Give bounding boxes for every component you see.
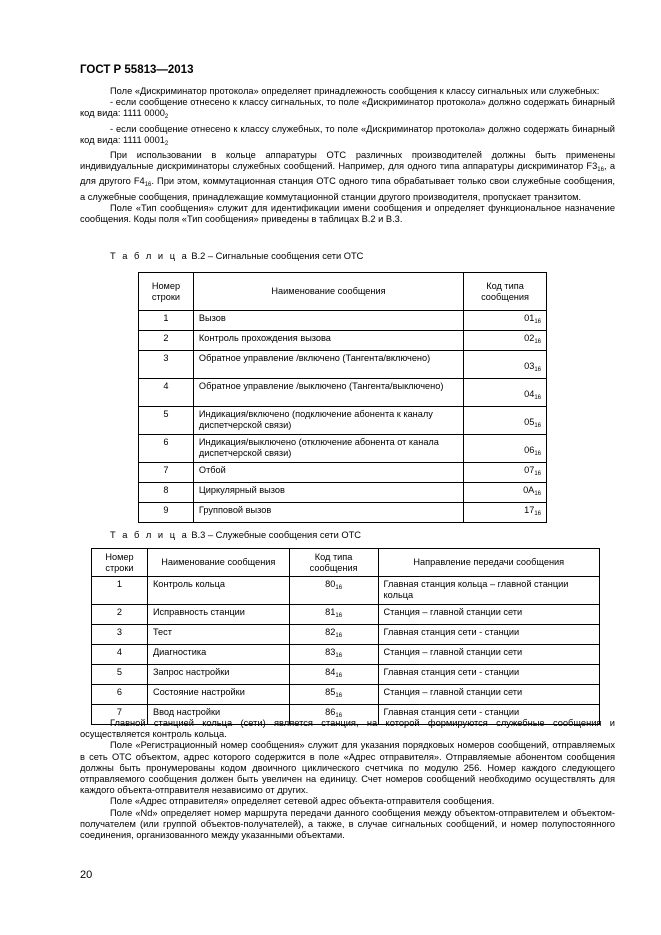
message-name-cell: Состояние настройки [147, 685, 289, 705]
table-header: Код типа сообщения [464, 273, 547, 311]
paragraph: Главной станцией кольца (сети) является станция, на которой формируются служебные сообщения и осуществляется контроль кольца. [80, 718, 615, 740]
table-row [92, 625, 600, 645]
code-cell: $06_{16}$ [464, 435, 547, 463]
paragraph: Поле «Тип сообщения» служит для идентификации имени сообщения и определяет функциональное назначение сообщения. Коды поля «Тип сообщения» приведены в таблицах В.2 и В.3. [80, 202, 615, 225]
row-number-cell: 4 [92, 645, 148, 665]
table2-caption: Т а б л и ц а В.2 – Сигнальные сообщения сети ОТС [110, 251, 364, 261]
code-cell: $80_{16}$ [289, 577, 378, 605]
direction-cell: Главная станция сети - станции [378, 625, 599, 645]
code-cell: $86_{16}$ [289, 705, 378, 725]
table-row [92, 665, 600, 685]
code-cell: $17_{16}$ [464, 503, 547, 523]
table-header: Наименование сообщения [193, 273, 463, 311]
table-row [139, 311, 547, 331]
message-name-cell: Контроль кольца [147, 577, 289, 605]
code-cell: $04_{16}$ [464, 379, 547, 407]
message-name-cell: Обратное управление /выключено (Тангента/выключено) [193, 379, 463, 407]
row-number-cell: 2 [92, 605, 148, 625]
message-name-cell: Ввод настройки [147, 705, 289, 725]
code-cell: $05_{16}$ [464, 407, 547, 435]
direction-cell: Станция – главной станции сети [378, 685, 599, 705]
table-row [139, 351, 547, 379]
row-number-cell: 6 [139, 435, 194, 463]
message-name-cell: Запрос настройки [147, 665, 289, 685]
message-name-cell: Индикация/выключено (отключение абонента от канала диспетчерской связи) [193, 435, 463, 463]
row-number-cell: 2 [139, 331, 194, 351]
document-header: ГОСТ Р 55813—2013 [80, 64, 194, 76]
table-row [139, 435, 547, 463]
code-cell: $07_{16}$ [464, 463, 547, 483]
message-name-cell: Обратное управление /включено (Тангента/включено) [193, 351, 463, 379]
message-name-cell: Контроль прохождения вызова [193, 331, 463, 351]
row-number-cell: 9 [139, 503, 194, 523]
table-header: Направление передачи сообщения [378, 549, 599, 577]
message-name-cell: Диагностика [147, 645, 289, 665]
table-row [92, 577, 600, 605]
direction-cell: Главная станция кольца – главной станции кольца [378, 577, 599, 605]
row-number-cell: 6 [92, 685, 148, 705]
code-cell: $85_{16}$ [289, 685, 378, 705]
paragraph: Поле «Дискриминатор протокола» определяет принадлежность сообщения к классу сигнальных или служебных: [110, 86, 600, 96]
message-name-cell: Отбой [193, 463, 463, 483]
paragraph: - если сообщение отнесено к классу служебных, то поле «Дискриминатор протокола» должно содержать бинарный код вида: 1111 $0001_2$ [80, 123, 615, 147]
table-row [139, 503, 547, 523]
message-name-cell: Циркулярный вызов [193, 483, 463, 503]
intro-text [80, 86, 615, 225]
code-cell: $81_{16}$ [289, 605, 378, 625]
table-row [92, 645, 600, 665]
row-number-cell: 3 [139, 351, 194, 379]
row-number-cell: 7 [139, 463, 194, 483]
row-number-cell: 3 [92, 625, 148, 645]
paragraph: Поле «Адрес отправителя» определяет сетевой адрес объекта-отправителя сообщения. [110, 796, 495, 807]
outro-text [80, 718, 615, 841]
paragraph: Поле «Nd» определяет номер маршрута передачи данного сообщения между объектом-отправителем и объектом-получателем (или группой объектов-получателей), а также, в случае сигнальных сообщений, и номер полупостоянного соединения, организованного между указанными объектами. [80, 807, 615, 841]
code-cell: $83_{16}$ [289, 645, 378, 665]
row-number-cell: 1 [139, 311, 194, 331]
direction-cell: Станция – главной станции сети [378, 605, 599, 625]
message-name-cell: Групповой вызов [193, 503, 463, 523]
table-row [92, 685, 600, 705]
message-name-cell: Вызов [193, 311, 463, 331]
table3-caption: Т а б л и ц а В.3 – Служебные сообщения сети ОТС [110, 530, 361, 540]
code-cell: $82_{16}$ [289, 625, 378, 645]
table-row [139, 483, 547, 503]
row-number-cell: 8 [139, 483, 194, 503]
code-cell: $0A_{16}$ [464, 483, 547, 503]
table-header: Код типа сообщения [289, 549, 378, 577]
code-cell: $02_{16}$ [464, 331, 547, 351]
table-row [139, 331, 547, 351]
paragraph: Поле «Регистрационный номер сообщения» служит для указания порядковых номеров сообщений, отправляемых в сеть ОТС объектом, адрес которого содержится в поле «Адрес отправителя». Отправляемые абонентом сообщения должны быть пронумерованы кодом двоичного циклического счетчика по модулю 256. Номер каждого следующего отправляемого сообщения должен быть увеличен на единицу. Счет номеров сообщений необходимо осуществлять для каждого объекта-отправителя независимо от других. [80, 740, 615, 796]
code-cell: $03_{16}$ [464, 351, 547, 379]
row-number-cell: 7 [92, 705, 148, 725]
direction-cell: Станция – главной станции сети [378, 645, 599, 665]
table-row [139, 407, 547, 435]
table-row [92, 605, 600, 625]
row-number-cell: 4 [139, 379, 194, 407]
message-name-cell: Тест [147, 625, 289, 645]
direction-cell: Главная станция сети - станции [378, 705, 599, 725]
table-header: Номер строки [139, 273, 194, 311]
table-header: Наименование сообщения [147, 549, 289, 577]
paragraph: При использовании в кольце аппаратуры ОТС различных производителей должны быть применены индивидуальные дискриминаторы служебных сообщений. Например, для одного типа аппаратуры дискриминатор $F3_{16}$, а для другого $F4_{16}$. При этом, коммутационная станция ОТС одного типа обрабатывает только свои служебные сообщения, а служебные сообщения, принадлежащие коммутационной станции другого производителя, пропускает транзитом. [80, 150, 615, 202]
table-row [139, 379, 547, 407]
message-name-cell: Исправность станции [147, 605, 289, 625]
code-cell: $84_{16}$ [289, 665, 378, 685]
direction-cell: Главная станция сети - станции [378, 665, 599, 685]
table-signal-messages [138, 272, 547, 523]
paragraph: - если сообщение отнесено к классу сигнальных, то поле «Дискриминатор протокола» должно содержать бинарный код вида: 1111 $0000_2$ [80, 97, 615, 121]
table-service-messages [91, 548, 600, 725]
page-number: 20 [80, 869, 93, 881]
message-name-cell: Индикация/включено (подключение абонента к каналу диспетчерской связи) [193, 407, 463, 435]
row-number-cell: 5 [139, 407, 194, 435]
row-number-cell: 5 [92, 665, 148, 685]
code-cell: $01_{16}$ [464, 311, 547, 331]
table-header: Номер строки [92, 549, 148, 577]
row-number-cell: 1 [92, 577, 148, 605]
table-row [139, 463, 547, 483]
